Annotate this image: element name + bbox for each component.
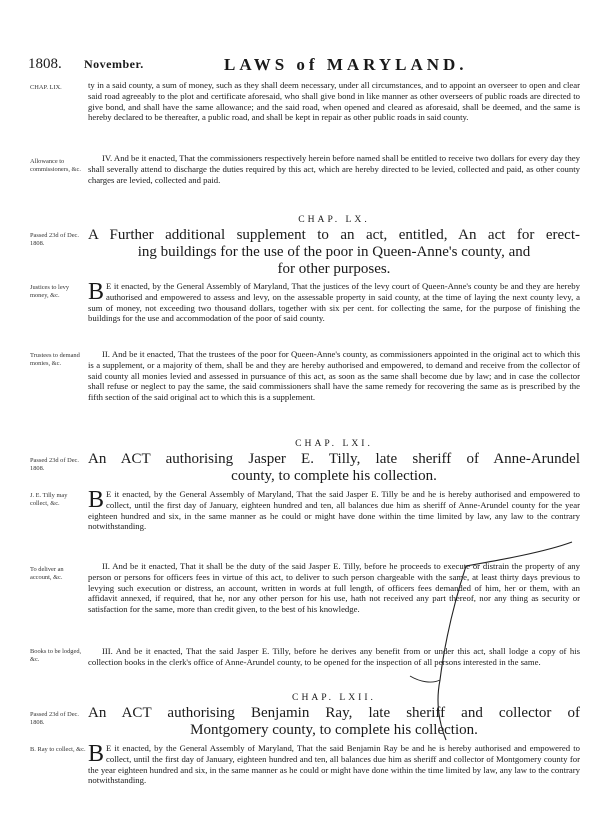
pen-stroke-vertical	[438, 566, 466, 740]
title-lxii-line1: An ACT authorising Benjamin Ray, late sheriff and collector of	[88, 705, 580, 721]
paragraph-continuation: ty in a said county, a sum of money, such as they shall deem necessary, under all circumstances, and to appoint an overseer to open and clear said road agreeably to the plot and certificate aforesaid, who shall give bond in like manner as other overseers of public roads are directed to give bond, and shall have the same allowance; and the said road, when opened and cleared as aforesaid, shall be deemed, and the same is hereby declared to be thereafter, a public road, and shall be kept in repair as other public roads in said county.	[88, 80, 580, 123]
lxi-section-1-text: E it enacted, by the General Assembly of Maryland, That the said Jasper E. Tilly be and he is hereby authorised and empowered to collect, until the first day of January, eighteen hundred and ten, all balances due him as sheriff of Anne-Arundel county for the year eighteen hundred and six, in the same manner as he could or might have done within the time limited by law, any law to the contrary notwithstanding.	[88, 489, 580, 532]
section-iv-text: IV. And be it enacted, That the commissioners respectively herein before named shall be entitled to receive two dollars for every day they shall severally attend to discharge the duties required by this act, which are hereby directed to be levied, collected and paid, as other county charges are levied, collected and paid.	[88, 153, 580, 185]
lx-section-1-text: E it enacted, by the General Assembly of Maryland, That the justices of the levy court of Queen-Anne's county be and they are hereby authorised and empowered to assess and levy, on the assessable property in said county, at the time of laying the next county levy, a sum of money, not exceeding two thousand dollars, together with six per cent. for collecting the same, for the purpose of finishing the buildings for the use and accommodation of the poor of said county.	[88, 281, 580, 324]
chapter-heading-lx: CHAP. LX.	[298, 214, 370, 225]
chapter-heading-lxi: CHAP. LXI.	[295, 438, 373, 449]
margin-tilly-collect: J. E. Tilly may collect, &c.	[30, 492, 68, 507]
margin-note-allowance: Allowance to commissioners, &c.	[30, 158, 81, 173]
lxi-section-2-text: II. And be it enacted, That it shall be the duty of the said Jasper E. Tilly, before he proceeds to execute or distrain the property of any person or persons for officers fees in virtue of this act, to deliver to such person chargeable with the same, at least thirty days previous to levying such execution or distress, an account, written in words at full length, of officers fees demanded of him, her or them, with an affidavit annexed, if required, that he, nor any other person for his use, hath not received any part thereof, nor any thing as security or satisfaction for the same, more than credit given, to the best of his knowledge.	[88, 561, 580, 615]
margin-passed-lx: Passed 23d of Dec. 1808.	[30, 232, 79, 247]
lxi-section-3-text: III. And be it enacted, That the said Jasper E. Tilly, before he derives any benefit from or under this act, shall lodge a copy of his collection books in the clerk's office of Anne-Arundel county, to be opened for the inspection of all persons interested in the same.	[88, 646, 580, 667]
title-lx-line2: ing buildings for the use of the poor in Queen-Anne's county, and	[137, 244, 531, 260]
margin-trustees: Trustees to demand monies, &c.	[30, 352, 80, 367]
header-title: LAWS of MARYLAND.	[224, 55, 468, 74]
margin-note-chap-lix: CHAP. LIX.	[30, 84, 62, 91]
title-lxi-line1: An ACT authorising Jasper E. Tilly, late sheriff of Anne-Arundel	[88, 451, 580, 467]
title-lxii-line2: Montgomery county, to complete his collection.	[190, 722, 478, 738]
pen-stroke-hook	[410, 676, 440, 682]
drop-cap: B	[88, 487, 105, 513]
margin-passed-lxi: Passed 23d of Dec. 1808.	[30, 457, 79, 472]
lxii-section-1-text: E it enacted, by the General Assembly of Maryland, That the said Benjamin Ray be and he is hereby authorised and empowered to collect, until the first day of January, eighteen hundred and ten, all balances due him as sheriff and collector of Montgomery county for the year eighteen hundred and six, in the same manner as he could or might have done within the time limited by law, any law to the contrary notwithstanding.	[88, 743, 580, 786]
drop-cap: B	[88, 741, 105, 767]
margin-deliver-account: To deliver an account, &c.	[30, 566, 64, 581]
margin-ray-collect: B. Ray to collect, &c.	[30, 746, 86, 753]
title-lx-line3: for other purposes.	[277, 261, 391, 277]
title-lxi-line2: county, to complete his collection.	[231, 468, 437, 484]
header-year: 1808.	[28, 56, 62, 72]
pen-stroke-diagonal	[466, 542, 572, 566]
drop-cap: B	[88, 279, 105, 305]
margin-books-lodged: Books to be lodged, &c.	[30, 648, 82, 663]
margin-passed-lxii: Passed 23d of Dec. 1808.	[30, 711, 79, 726]
title-lx-line1: A Further additional supplement to an act, entitled, An act for erect-	[88, 227, 580, 243]
lx-section-2-text: II. And be it enacted, That the trustees of the poor for Queen-Anne's county, as commissioners appointed in the original act to which this is a supplement, or a majority of them, shall be and they are hereby authorised and empowered, to demand and receive from the collector of said county all monies levied and assessed in pursuance of this act, as soon as the same shall become due by law; and in case the collector shall refuse or neglect to pay the same, the said commissioners shall have the same remedy for recovering the same as is prescribed by the fifth section of the said original act to which this is a supplement.	[88, 349, 580, 403]
margin-justices: Justices to levy money, &c.	[30, 284, 70, 299]
chapter-heading-lxii: CHAP. LXII.	[292, 692, 376, 703]
header-month: November.	[84, 57, 144, 71]
